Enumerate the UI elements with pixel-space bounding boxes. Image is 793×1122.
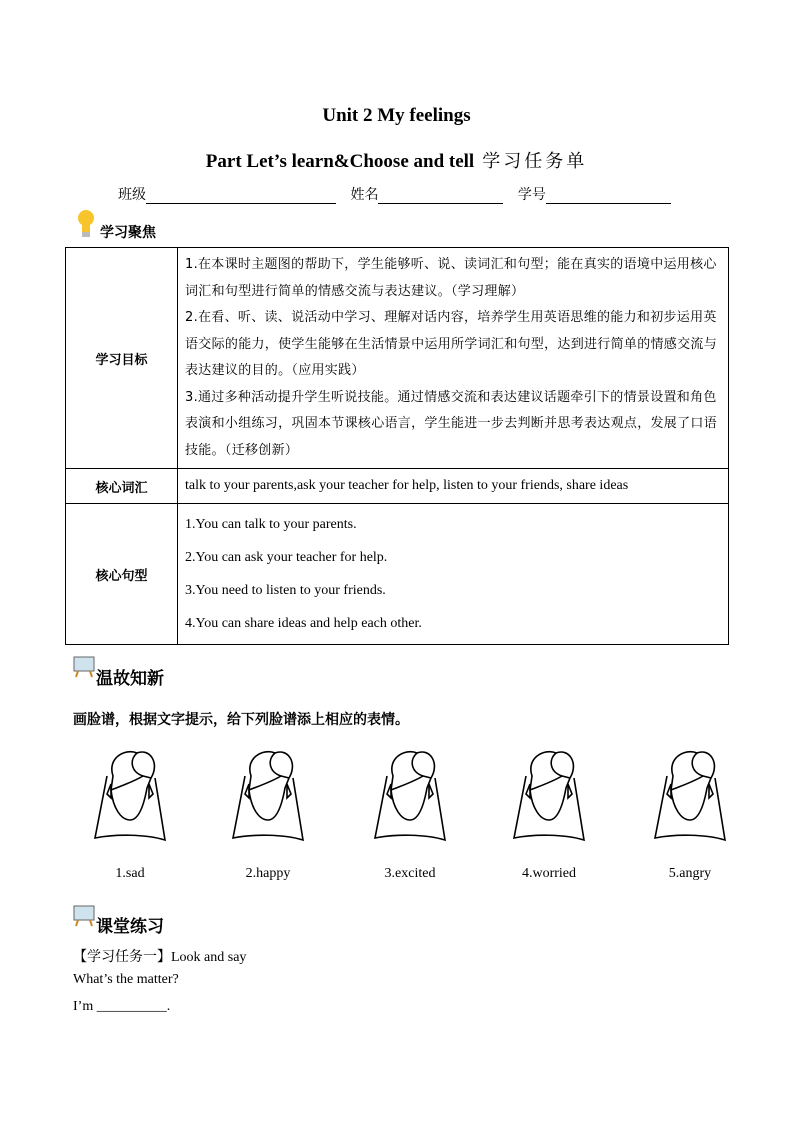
face-label: 3.excited (384, 866, 436, 881)
review-instruction: 画脸谱，根据文字提示，给下列脸谱添上相应的表情。 (73, 712, 409, 728)
sentences-cell (178, 504, 729, 645)
page-subtitle (0, 147, 793, 173)
student-info (118, 184, 681, 204)
easel-icon (73, 656, 95, 683)
table-row (66, 469, 729, 504)
question-text: What’s the matter? (73, 972, 179, 987)
sentence-item: 1.You can talk to your parents. (185, 517, 357, 532)
table-row (66, 504, 729, 645)
sentence-item: 2.You can ask your teacher for help. (185, 550, 388, 565)
name-label: 姓名 (350, 187, 379, 203)
answer-blank[interactable]: I’m __________. (73, 999, 171, 1014)
easel-icon (73, 905, 95, 932)
vocab-cell: talk to your parents,ask your teacher for help, listen to your friends, share ideas (178, 469, 729, 504)
number-label: 学号 (517, 187, 546, 203)
face-outline[interactable] (85, 748, 175, 848)
subtitle-en: Part Let’s learn&Choose and tell (205, 151, 475, 172)
vocab-label: 核心词汇 (66, 469, 178, 504)
name-field[interactable] (378, 189, 503, 204)
page-title: Unit 2 My feelings (322, 105, 471, 126)
sentence-item: 4.You can share ideas and help each other. (185, 616, 422, 631)
goal-item: 2.在看、听、读、说活动中学习、理解对话内容，培养学生用英语思维的能力和初步运用英语交际的能力，使学生能够在生活情景中运用所学词汇和句型，达到进行简单的情感交流与表达建议的目的。（应用实践） (185, 310, 718, 378)
lightbulb-icon (76, 208, 96, 245)
goal-item: 3.通过多种活动提升学生听说技能。通过情感交流和表达建议话题牵引下的情景设置和角色表演和小组练习，巩固本节课核心语言，学生能进一步去判断并思考表达观点，发展了口语技能。（迁移创新） (185, 389, 718, 458)
class-label: 班级 (118, 187, 146, 203)
face-outline[interactable] (223, 748, 313, 848)
review-heading: 温故知新 (96, 669, 164, 689)
face-outline[interactable] (365, 748, 455, 848)
learning-focus-table (65, 247, 729, 645)
face-outline[interactable] (504, 748, 594, 848)
class-field[interactable] (146, 189, 336, 204)
goal-item: 1.在本课时主题图的帮助下，学生能够听、说、读词汇和句型；能在真实的语境中运用核心词汇和句型进行简单的情感交流与表达建议。（学习理解） (185, 257, 717, 299)
sentences-label: 核心句型 (66, 504, 178, 645)
subtitle-cn: 学习任务单 (482, 151, 588, 172)
sentence-item: 3.You need to listen to your friends. (185, 583, 386, 598)
task1-label: 【学习任务一】Look and say (73, 950, 247, 965)
focus-heading: 学习聚焦 (100, 225, 156, 241)
table-row (66, 248, 729, 469)
number-field[interactable] (546, 189, 671, 204)
practice-heading: 课堂练习 (96, 917, 164, 937)
face-outline[interactable] (645, 748, 735, 848)
goals-cell (178, 248, 729, 469)
face-label: 4.worried (521, 866, 577, 881)
face-label: 1.sad (115, 866, 145, 881)
goals-label: 学习目标 (66, 248, 178, 469)
face-label: 2.happy (245, 866, 291, 881)
face-label: 5.angry (668, 866, 712, 881)
